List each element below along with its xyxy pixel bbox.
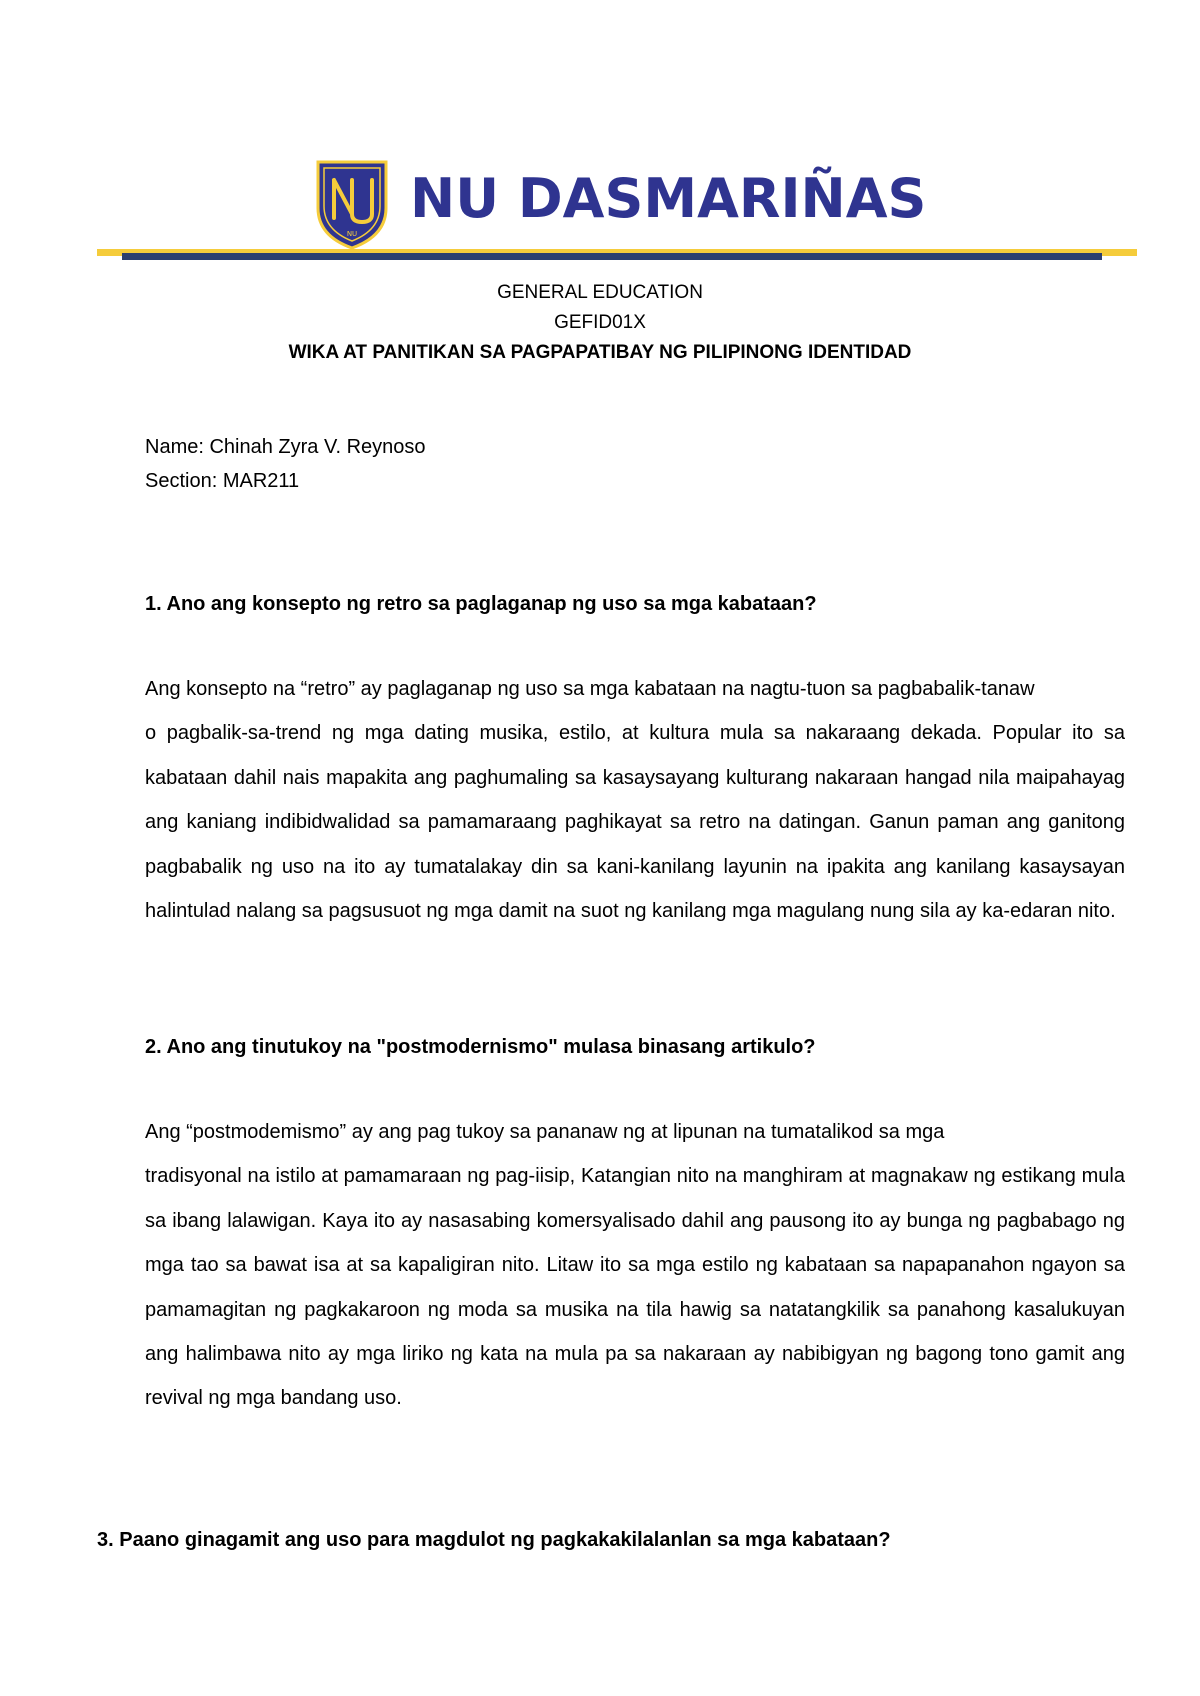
answer-2-body: tradisyonal na istilo at pamamaraan ng pag-iisip, Katangian nito na manghiram at magnakaw ng estikang mula sa ibang lalawigan. Kaya ito ay nasasabing komersyalisado dahil ang pausong ito ay bunga ng pagbabago ng mga tao sa bawat isa at sa kapaligiran nito. Litaw ito sa mga estilo ng kabataan sa napapanahon ngayon sa pamamagitan ng pagkakaroon ng moda sa musika na tila hawig sa natatangkilik sa panahong kasalukuyan ang halimbawa nito ay mga liriko ng kata na mula pa sa nakaraan ay nabibigyan ng bagong tono gamit ang revival ng mga bandang uso.: [145, 1165, 1125, 1410]
header-rule-navy: [122, 253, 1102, 260]
seal-text: NU: [346, 230, 358, 238]
answer-2: [145, 1110, 1125, 1421]
page-header: [0, 140, 1200, 270]
nu-shield-icon: [312, 156, 392, 252]
answer-1-first-line: Ang konsepto na “retro” ay paglaganap ng uso sa mga kabataan na nagtu-tuon sa pagbabalik-tanaw: [145, 678, 1035, 700]
university-brand: NU DASMARIÑAS: [410, 167, 927, 230]
student-section: Section: MAR211: [145, 470, 300, 492]
course-code: GEFID01X: [554, 312, 646, 333]
student-info: [145, 430, 426, 498]
question-1: 1. Ano ang konsepto ng retro sa paglaganap ng uso sa mga kabataan?: [145, 593, 817, 615]
course-category: GENERAL EDUCATION: [497, 282, 703, 303]
course-heading: [0, 278, 1200, 368]
course-title: WIKA AT PANITIKAN SA PAGPAPATIBAY NG PILIPINONG IDENTIDAD: [288, 342, 912, 363]
answer-2-first-line: Ang “postmodemismo” ay ang pag tukoy sa pananaw ng at lipunan na tumatalikod sa mga: [145, 1121, 945, 1143]
question-3: 3. Paano ginagamit ang uso para magdulot ng pagkakakilalanlan sa mga kabataan?: [97, 1529, 891, 1551]
question-2: 2. Ano ang tinutukoy na "postmodernismo" mulasa binasang artikulo?: [145, 1036, 816, 1058]
answer-1: [145, 667, 1125, 933]
answer-1-body: o pagbalik-sa-trend ng mga dating musika, estilo, at kultura mula sa nakaraang dekada. Popular ito sa kabataan dahil nais mapakita ang paghumaling sa kasaysayang kulturang nakaraan hangad nila maipahayag ang kaniang indibidwalidad sa pamamaraang paghikayat sa retro na datingan. Ganun paman ang ganitong pagbabalik ng uso na ito ay tumatalakay din sa kani-kanilang layunin na ipakita ang kanilang kasaysayan halintulad nalang sa pagsusuot ng mga damit na suot ng kanilang mga magulang nung sila ay ka-edaran nito.: [145, 722, 1125, 923]
student-name: Name: Chinah Zyra V. Reynoso: [145, 436, 426, 458]
